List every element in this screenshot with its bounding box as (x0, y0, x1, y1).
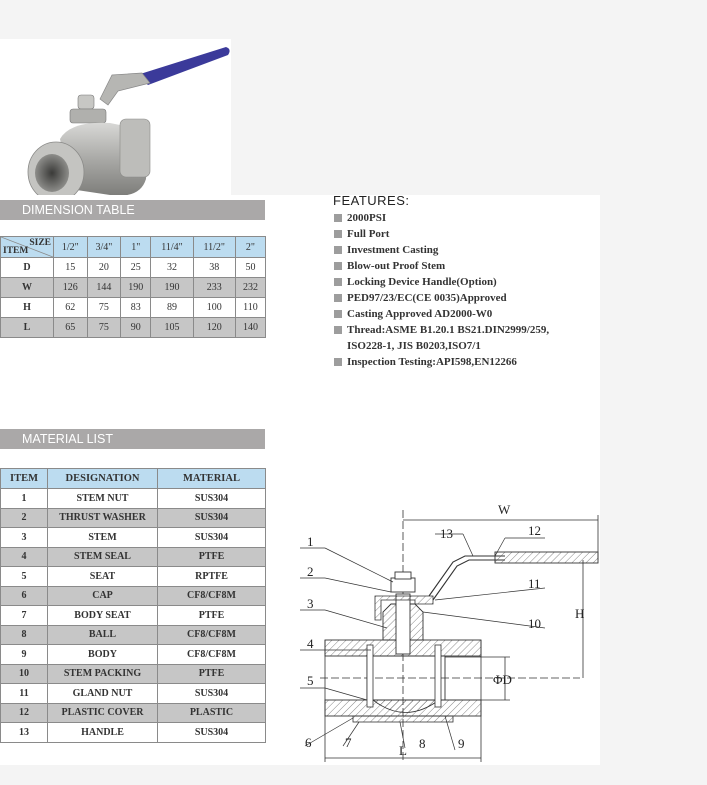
designation: PLASTIC COVER (48, 703, 158, 723)
cell: 83 (121, 298, 151, 318)
cell: 20 (87, 258, 121, 278)
feature-item: Thread:ASME B1.20.1 BS21.DIN2999/259, (333, 322, 598, 338)
material-row (1, 703, 266, 723)
square-bullet-icon (334, 358, 342, 366)
material: PTFE (158, 606, 266, 626)
callout-1: 1 (307, 534, 314, 549)
cell: 190 (151, 278, 193, 298)
size-label: SIZE (29, 238, 51, 248)
row-item: W (1, 278, 54, 298)
square-bullet-icon (334, 214, 342, 222)
item-no: 1 (1, 489, 48, 509)
square-bullet-icon (334, 278, 342, 286)
item-no: 7 (1, 606, 48, 626)
designation: GLAND NUT (48, 684, 158, 704)
cell: 90 (121, 318, 151, 338)
square-bullet-icon (334, 246, 342, 254)
material-row (1, 547, 266, 567)
cell: 75 (87, 298, 121, 318)
cell: 38 (193, 258, 235, 278)
dim-d-label: ΦD (493, 672, 512, 687)
header-material: MATERIAL (158, 469, 266, 489)
designation: CAP (48, 586, 158, 606)
cell: 50 (235, 258, 265, 278)
row-item: D (1, 258, 54, 278)
item-no: 12 (1, 703, 48, 723)
item-no: 5 (1, 567, 48, 587)
feature-item: Blow-out Proof Stem (333, 258, 598, 274)
size-header: 11/4" (151, 237, 193, 258)
item-no: 8 (1, 625, 48, 645)
technical-drawing (295, 500, 605, 770)
header-designation: DESIGNATION (48, 469, 158, 489)
cell: 15 (54, 258, 88, 278)
item-no: 13 (1, 723, 48, 743)
features-list (333, 210, 598, 370)
callout-4: 4 (307, 636, 314, 651)
material: SUS304 (158, 723, 266, 743)
feature-item: Full Port (333, 226, 598, 242)
material-row (1, 645, 266, 665)
feature-item: Casting Approved AD2000-W0 (333, 306, 598, 322)
material-row (1, 684, 266, 704)
size-header: 1/2" (54, 237, 88, 258)
feature-item-continuation: ISO228-1, JIS B0203,ISO7/1 (347, 340, 481, 352)
material: SUS304 (158, 489, 266, 509)
product-photo-panel (0, 39, 231, 195)
material: RPTFE (158, 567, 266, 587)
dim-l-label: L (399, 743, 407, 758)
material: SUS304 (158, 528, 266, 548)
features-title: FEATURES: (333, 193, 410, 208)
material-row (1, 664, 266, 684)
item-no: 6 (1, 586, 48, 606)
size-header: 3/4" (87, 237, 121, 258)
size-item-corner-cell (1, 237, 54, 258)
square-bullet-icon (334, 326, 342, 334)
item-label: ITEM (3, 246, 29, 256)
feature-item: 2000PSI (333, 210, 598, 226)
callout-12: 12 (528, 523, 541, 538)
material-row (1, 723, 266, 743)
callout-8: 8 (419, 736, 426, 751)
cell: 232 (235, 278, 265, 298)
cell: 100 (193, 298, 235, 318)
feature-item: Locking Device Handle(Option) (333, 274, 598, 290)
dim-h-label: H (575, 606, 585, 621)
cell: 144 (87, 278, 121, 298)
item-no: 11 (1, 684, 48, 704)
size-header: 11/2" (193, 237, 235, 258)
cell: 89 (151, 298, 193, 318)
size-header: 1" (121, 237, 151, 258)
callout-13: 13 (440, 526, 453, 541)
material: PLASTIC (158, 703, 266, 723)
valve-cross-section-diagram (295, 500, 605, 770)
dimension-row-d (1, 258, 266, 278)
material-row (1, 625, 266, 645)
designation: STEM SEAL (48, 547, 158, 567)
dimension-table-title: DIMENSION TABLE (0, 200, 265, 220)
square-bullet-icon (334, 262, 342, 270)
material: CF8/CF8M (158, 645, 266, 665)
cell: 105 (151, 318, 193, 338)
cell: 110 (235, 298, 265, 318)
cell: 233 (193, 278, 235, 298)
cell: 62 (54, 298, 88, 318)
callout-9: 9 (458, 736, 465, 751)
dimension-table-header (1, 237, 266, 258)
callout-10: 10 (528, 616, 541, 631)
material: SUS304 (158, 684, 266, 704)
row-item: H (1, 298, 54, 318)
cell: 140 (235, 318, 265, 338)
designation: STEM PACKING (48, 664, 158, 684)
callout-2: 2 (307, 564, 314, 579)
material-row (1, 586, 266, 606)
designation: SEAT (48, 567, 158, 587)
material: CF8/CF8M (158, 586, 266, 606)
material-row (1, 508, 266, 528)
cell: 65 (54, 318, 88, 338)
designation: BALL (48, 625, 158, 645)
item-no: 2 (1, 508, 48, 528)
material: PTFE (158, 547, 266, 567)
material-row (1, 528, 266, 548)
designation: BODY (48, 645, 158, 665)
material: SUS304 (158, 508, 266, 528)
designation: STEM (48, 528, 158, 548)
material-table-header (1, 469, 266, 489)
callout-6: 6 (305, 735, 312, 750)
size-header: 2" (235, 237, 265, 258)
features-section (333, 193, 598, 370)
material: CF8/CF8M (158, 625, 266, 645)
dimension-table (0, 236, 266, 338)
row-item: L (1, 318, 54, 338)
material-row (1, 567, 266, 587)
material-row (1, 489, 266, 509)
cell: 190 (121, 278, 151, 298)
designation: BODY SEAT (48, 606, 158, 626)
material-table (0, 468, 266, 743)
designation: THRUST WASHER (48, 508, 158, 528)
callout-7: 7 (345, 735, 352, 750)
dimension-row-w (1, 278, 266, 298)
square-bullet-icon (334, 310, 342, 318)
dimension-row-h (1, 298, 266, 318)
header-item: ITEM (1, 469, 48, 489)
designation: HANDLE (48, 723, 158, 743)
square-bullet-icon (334, 230, 342, 238)
callout-5: 5 (307, 673, 314, 688)
feature-item: Inspection Testing:API598,EN12266 (333, 354, 598, 370)
designation: STEM NUT (48, 489, 158, 509)
cell: 25 (121, 258, 151, 278)
feature-item: PED97/23/EC(CE 0035)Approved (333, 290, 598, 306)
item-no: 3 (1, 528, 48, 548)
item-no: 9 (1, 645, 48, 665)
cell: 120 (193, 318, 235, 338)
cell: 126 (54, 278, 88, 298)
material-row (1, 606, 266, 626)
dim-w-label: W (498, 502, 511, 517)
ball-valve-photo (0, 39, 231, 195)
cell: 75 (87, 318, 121, 338)
material: PTFE (158, 664, 266, 684)
dimension-row-l (1, 318, 266, 338)
feature-item: Investment Casting (333, 242, 598, 258)
square-bullet-icon (334, 294, 342, 302)
item-no: 4 (1, 547, 48, 567)
item-no: 10 (1, 664, 48, 684)
callout-11: 11 (528, 576, 541, 591)
callout-3: 3 (307, 596, 314, 611)
material-list-title: MATERIAL LIST (0, 429, 265, 449)
cell: 32 (151, 258, 193, 278)
